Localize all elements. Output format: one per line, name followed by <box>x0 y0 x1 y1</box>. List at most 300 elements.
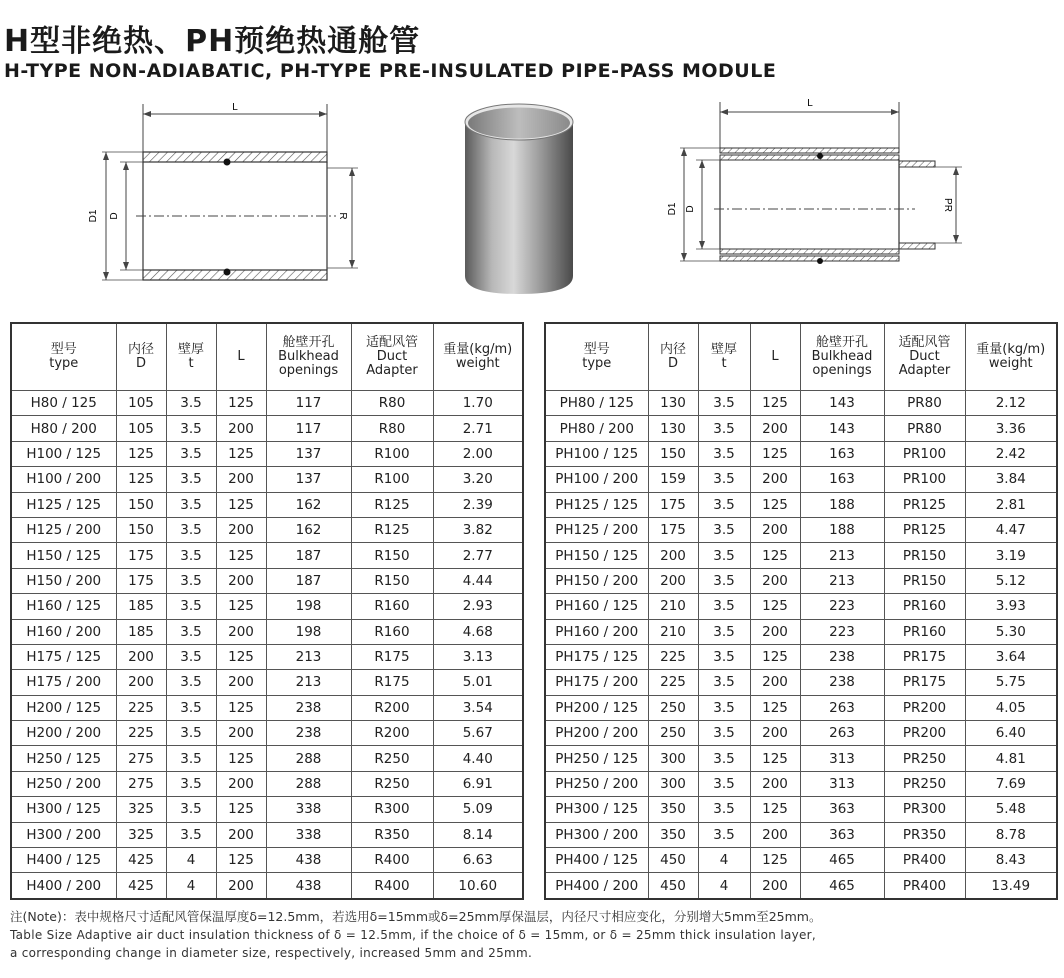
table-cell: 8.78 <box>965 822 1057 847</box>
table-cell: 2.93 <box>433 594 523 619</box>
h-type-spec-table <box>10 322 524 900</box>
dim-r-label: R <box>337 212 348 220</box>
ph-type-section-drawing <box>667 90 970 290</box>
table-cell: 4.68 <box>433 619 523 644</box>
table-cell: 3.5 <box>698 467 750 492</box>
table-cell: 3.5 <box>698 416 750 441</box>
table-row <box>545 492 1057 517</box>
table-cell: 200 <box>750 467 800 492</box>
table-row <box>545 695 1057 720</box>
table-cell: 163 <box>800 467 884 492</box>
table-cell: PR400 <box>884 873 965 899</box>
table-cell: 3.5 <box>166 695 216 720</box>
table-cell: 288 <box>266 746 351 771</box>
table-cell: PR250 <box>884 771 965 796</box>
table-cell: PH175 / 200 <box>545 670 648 695</box>
table-cell: 187 <box>266 543 351 568</box>
table-cell: 125 <box>216 543 266 568</box>
table-cell: 3.82 <box>433 517 523 542</box>
table-cell: PH100 / 200 <box>545 467 648 492</box>
table-cell: 300 <box>648 771 698 796</box>
table-cell: 6.91 <box>433 771 523 796</box>
note-en-line1: Table Size Adaptive air duct insulation thickness of δ = 12.5mm, if the choice of δ = 15mm, or δ = 25mm thick insulation layer, <box>10 928 817 942</box>
table-cell: 200 <box>216 822 266 847</box>
table-cell: 105 <box>116 416 166 441</box>
table-row <box>545 517 1057 542</box>
table-cell: 3.5 <box>698 517 750 542</box>
table-row <box>545 670 1057 695</box>
table-cell: 3.5 <box>166 492 216 517</box>
table-cell: 125 <box>750 746 800 771</box>
table-cell: 3.13 <box>433 644 523 669</box>
dim-l-label: L <box>807 98 813 109</box>
table-cell: 175 <box>648 517 698 542</box>
table-cell: 210 <box>648 594 698 619</box>
table-cell: 5.75 <box>965 670 1057 695</box>
table-row <box>11 517 523 542</box>
table-cell: 125 <box>216 797 266 822</box>
table-cell: 3.5 <box>166 670 216 695</box>
table-cell: PR80 <box>884 416 965 441</box>
table-cell: 313 <box>800 746 884 771</box>
table-cell: 338 <box>266 797 351 822</box>
table-cell: H100 / 125 <box>11 441 116 466</box>
table-cell: PR100 <box>884 467 965 492</box>
table-row <box>11 822 523 847</box>
table-cell: 3.93 <box>965 594 1057 619</box>
table-row <box>545 822 1057 847</box>
table-cell: 130 <box>648 391 698 416</box>
ph-type-spec-table <box>544 322 1058 900</box>
table-cell: H400 / 200 <box>11 873 116 899</box>
table-cell: H160 / 125 <box>11 594 116 619</box>
table-header-row <box>11 323 523 391</box>
table-cell: 213 <box>800 543 884 568</box>
column-header: 适配风管 Duct Adapter <box>351 323 433 391</box>
table-row <box>11 416 523 441</box>
table-cell: 137 <box>266 467 351 492</box>
dim-pr-label: PR <box>942 198 953 212</box>
table-cell: 238 <box>800 670 884 695</box>
table-row <box>545 797 1057 822</box>
table-cell: R350 <box>351 822 433 847</box>
table-cell: H100 / 200 <box>11 467 116 492</box>
table-cell: 162 <box>266 517 351 542</box>
table-row <box>545 848 1057 873</box>
table-cell: 198 <box>266 619 351 644</box>
table-cell: 188 <box>800 492 884 517</box>
column-header: 壁厚 t <box>166 323 216 391</box>
note-cn: 注(Note)：表中规格尺寸适配风管保温厚度δ=12.5mm，若选用δ=15mm或δ=25mm厚保温层，内径尺寸相应变化，分别增大5mm至25mm。 <box>10 909 822 924</box>
table-note <box>10 908 1064 962</box>
table-cell: R400 <box>351 848 433 873</box>
table-cell: 125 <box>216 594 266 619</box>
table-cell: 125 <box>750 848 800 873</box>
table-cell: 5.30 <box>965 619 1057 644</box>
column-header: 内径 D <box>116 323 166 391</box>
table-cell: H250 / 200 <box>11 771 116 796</box>
table-row <box>11 391 523 416</box>
table-cell: 175 <box>116 568 166 593</box>
table-cell: 4 <box>698 873 750 899</box>
table-cell: R80 <box>351 391 433 416</box>
table-cell: 185 <box>116 619 166 644</box>
table-cell: PH125 / 200 <box>545 517 648 542</box>
table-cell: 143 <box>800 391 884 416</box>
table-row <box>11 594 523 619</box>
table-cell: 313 <box>800 771 884 796</box>
table-cell: 143 <box>800 416 884 441</box>
table-cell: R160 <box>351 594 433 619</box>
table-cell: 5.12 <box>965 568 1057 593</box>
table-cell: 125 <box>750 543 800 568</box>
table-cell: 200 <box>750 568 800 593</box>
table-row <box>11 644 523 669</box>
table-cell: PH150 / 125 <box>545 543 648 568</box>
table-cell: 350 <box>648 797 698 822</box>
table-cell: 250 <box>648 695 698 720</box>
table-cell: 213 <box>266 670 351 695</box>
table-row <box>545 441 1057 466</box>
table-cell: 163 <box>800 441 884 466</box>
table-cell: 250 <box>648 721 698 746</box>
table-cell: 7.69 <box>965 771 1057 796</box>
table-cell: PR125 <box>884 517 965 542</box>
table-cell: 162 <box>266 492 351 517</box>
table-cell: 4.47 <box>965 517 1057 542</box>
table-cell: 137 <box>266 441 351 466</box>
table-cell: 2.00 <box>433 441 523 466</box>
table-cell: 3.36 <box>965 416 1057 441</box>
column-header: 适配风管 Duct Adapter <box>884 323 965 391</box>
table-cell: R125 <box>351 492 433 517</box>
table-row <box>545 391 1057 416</box>
table-cell: 200 <box>750 771 800 796</box>
table-cell: R160 <box>351 619 433 644</box>
dim-l-label: L <box>232 102 238 113</box>
h-type-section-drawing <box>88 96 366 296</box>
table-cell: PR175 <box>884 670 965 695</box>
table-cell: 213 <box>266 644 351 669</box>
table-cell: 6.63 <box>433 848 523 873</box>
table-cell: 125 <box>750 391 800 416</box>
weld-dot-bottom <box>224 269 231 276</box>
table-cell: 3.5 <box>698 771 750 796</box>
table-cell: 150 <box>116 517 166 542</box>
table-cell: PH200 / 125 <box>545 695 648 720</box>
table-cell: 125 <box>216 695 266 720</box>
table-cell: PR200 <box>884 695 965 720</box>
table-cell: 125 <box>116 467 166 492</box>
table-cell: 200 <box>648 568 698 593</box>
table-cell: 3.19 <box>965 543 1057 568</box>
table-cell: 200 <box>216 721 266 746</box>
table-cell: PR80 <box>884 391 965 416</box>
table-cell: 465 <box>800 848 884 873</box>
table-cell: 125 <box>216 644 266 669</box>
table-cell: R250 <box>351 771 433 796</box>
table-row <box>545 543 1057 568</box>
table-cell: 275 <box>116 746 166 771</box>
table-cell: 8.43 <box>965 848 1057 873</box>
table-cell: 223 <box>800 619 884 644</box>
table-cell: 3.5 <box>166 822 216 847</box>
table-cell: R150 <box>351 543 433 568</box>
table-cell: 3.5 <box>698 492 750 517</box>
table-cell: H300 / 125 <box>11 797 116 822</box>
table-cell: PH250 / 125 <box>545 746 648 771</box>
table-row <box>11 721 523 746</box>
table-cell: H175 / 125 <box>11 644 116 669</box>
table-cell: 4.05 <box>965 695 1057 720</box>
table-cell: 3.5 <box>166 594 216 619</box>
table-cell: 210 <box>648 619 698 644</box>
table-cell: 200 <box>116 644 166 669</box>
table-cell: 10.60 <box>433 873 523 899</box>
table-cell: R125 <box>351 517 433 542</box>
table-cell: 3.54 <box>433 695 523 720</box>
table-cell: R175 <box>351 670 433 695</box>
dim-d1-label: D1 <box>88 209 99 223</box>
table-cell: 3.5 <box>698 822 750 847</box>
table-cell: 188 <box>800 517 884 542</box>
table-cell: 200 <box>116 670 166 695</box>
table-cell: 238 <box>800 644 884 669</box>
table-cell: 2.81 <box>965 492 1057 517</box>
table-cell: 3.20 <box>433 467 523 492</box>
table-cell: 4 <box>698 848 750 873</box>
table-cell: H300 / 200 <box>11 822 116 847</box>
note-en-line2: a corresponding change in diameter size, respectively, increased 5mm and 25mm. <box>10 946 533 960</box>
table-cell: 125 <box>750 797 800 822</box>
table-cell: R80 <box>351 416 433 441</box>
table-cell: H175 / 200 <box>11 670 116 695</box>
table-cell: 225 <box>116 695 166 720</box>
table-cell: 438 <box>266 848 351 873</box>
table-cell: 225 <box>648 670 698 695</box>
table-cell: 3.5 <box>166 517 216 542</box>
table-cell: PR160 <box>884 594 965 619</box>
table-row <box>545 594 1057 619</box>
table-cell: 187 <box>266 568 351 593</box>
table-cell: 3.5 <box>698 695 750 720</box>
table-row <box>545 873 1057 899</box>
table-cell: 425 <box>116 873 166 899</box>
table-cell: 3.5 <box>698 797 750 822</box>
table-cell: PR160 <box>884 619 965 644</box>
table-cell: 2.77 <box>433 543 523 568</box>
table-cell: PR200 <box>884 721 965 746</box>
table-cell: PR150 <box>884 568 965 593</box>
table-row <box>11 746 523 771</box>
table-cell: 105 <box>116 391 166 416</box>
table-cell: R300 <box>351 797 433 822</box>
table-cell: 125 <box>216 848 266 873</box>
table-cell: 5.01 <box>433 670 523 695</box>
column-header: 重量(kg/m) weight <box>433 323 523 391</box>
table-cell: H125 / 200 <box>11 517 116 542</box>
table-cell: 200 <box>750 670 800 695</box>
table-cell: PH175 / 125 <box>545 644 648 669</box>
table-cell: 198 <box>266 594 351 619</box>
table-cell: 3.5 <box>166 771 216 796</box>
table-cell: 5.67 <box>433 721 523 746</box>
table-cell: 3.5 <box>166 467 216 492</box>
table-cell: 6.40 <box>965 721 1057 746</box>
table-row <box>545 467 1057 492</box>
table-cell: 238 <box>266 695 351 720</box>
table-cell: 8.14 <box>433 822 523 847</box>
table-cell: 1.70 <box>433 391 523 416</box>
column-header: 型号 type <box>11 323 116 391</box>
table-row <box>11 441 523 466</box>
table-cell: 175 <box>648 492 698 517</box>
table-cell: 125 <box>216 391 266 416</box>
table-cell: 2.12 <box>965 391 1057 416</box>
table-cell: 363 <box>800 797 884 822</box>
table-cell: 125 <box>750 492 800 517</box>
table-row <box>11 695 523 720</box>
table-row <box>11 619 523 644</box>
table-cell: 3.5 <box>166 746 216 771</box>
table-cell: 200 <box>216 517 266 542</box>
table-cell: PR400 <box>884 848 965 873</box>
table-cell: 3.5 <box>698 746 750 771</box>
table-cell: 3.5 <box>698 619 750 644</box>
table-row <box>11 873 523 899</box>
table-cell: 450 <box>648 873 698 899</box>
table-cell: 130 <box>648 416 698 441</box>
table-cell: 125 <box>216 746 266 771</box>
table-cell: 3.5 <box>698 644 750 669</box>
table-cell: H200 / 200 <box>11 721 116 746</box>
table-cell: R100 <box>351 467 433 492</box>
table-cell: 200 <box>216 467 266 492</box>
table-cell: 325 <box>116 822 166 847</box>
table-cell: 200 <box>216 568 266 593</box>
table-cell: 3.5 <box>166 568 216 593</box>
table-cell: 363 <box>800 822 884 847</box>
table-cell: PH400 / 200 <box>545 873 648 899</box>
table-cell: 125 <box>116 441 166 466</box>
table-cell: H80 / 200 <box>11 416 116 441</box>
table-cell: 3.5 <box>166 391 216 416</box>
table-cell: 2.39 <box>433 492 523 517</box>
table-cell: PH80 / 200 <box>545 416 648 441</box>
page-subtitle: H-TYPE NON-ADIABATIC, PH-TYPE PRE-INSULATED PIPE-PASS MODULE <box>4 60 777 82</box>
column-header: 壁厚 t <box>698 323 750 391</box>
dim-d-label: D <box>685 205 696 213</box>
table-cell: PH200 / 200 <box>545 721 648 746</box>
table-cell: R400 <box>351 873 433 899</box>
table-row <box>11 492 523 517</box>
table-cell: 450 <box>648 848 698 873</box>
table-row <box>11 797 523 822</box>
table-cell: PH250 / 200 <box>545 771 648 796</box>
column-header: 重量(kg/m) weight <box>965 323 1057 391</box>
weld-dot-bottom <box>817 258 823 264</box>
table-row <box>545 644 1057 669</box>
table-cell: 225 <box>116 721 166 746</box>
table-cell: 350 <box>648 822 698 847</box>
table-cell: R250 <box>351 746 433 771</box>
table-cell: 200 <box>750 517 800 542</box>
table-cell: H250 / 125 <box>11 746 116 771</box>
table-cell: 3.84 <box>965 467 1057 492</box>
table-cell: PR125 <box>884 492 965 517</box>
table-cell: 5.48 <box>965 797 1057 822</box>
table-cell: PR175 <box>884 644 965 669</box>
page-title: H型非绝热、PH预绝热通舱管 <box>4 24 421 59</box>
table-row <box>11 848 523 873</box>
table-cell: R200 <box>351 721 433 746</box>
table-cell: 4 <box>166 873 216 899</box>
weld-dot-top <box>224 159 231 166</box>
table-cell: 5.09 <box>433 797 523 822</box>
table-cell: 3.5 <box>166 416 216 441</box>
table-cell: PH100 / 125 <box>545 441 648 466</box>
table-cell: 3.5 <box>166 721 216 746</box>
table-cell: H160 / 200 <box>11 619 116 644</box>
table-cell: 4.81 <box>965 746 1057 771</box>
table-cell: PR150 <box>884 543 965 568</box>
table-row <box>545 771 1057 796</box>
table-cell: 200 <box>750 822 800 847</box>
table-cell: PR300 <box>884 797 965 822</box>
table-cell: H200 / 125 <box>11 695 116 720</box>
table-row <box>11 670 523 695</box>
table-cell: 200 <box>216 416 266 441</box>
table-cell: 13.49 <box>965 873 1057 899</box>
table-cell: R200 <box>351 695 433 720</box>
table-cell: 3.5 <box>698 391 750 416</box>
table-cell: 150 <box>648 441 698 466</box>
column-header: 舱壁开孔 Bulkhead openings <box>266 323 351 391</box>
table-cell: 125 <box>216 441 266 466</box>
table-cell: 125 <box>216 492 266 517</box>
table-cell: 200 <box>216 670 266 695</box>
table-cell: PH150 / 200 <box>545 568 648 593</box>
table-cell: 175 <box>116 543 166 568</box>
table-cell: H150 / 125 <box>11 543 116 568</box>
column-header: L <box>216 323 266 391</box>
table-cell: 438 <box>266 873 351 899</box>
table-cell: 288 <box>266 771 351 796</box>
table-cell: 3.5 <box>698 721 750 746</box>
table-cell: 150 <box>116 492 166 517</box>
table-cell: 3.5 <box>698 441 750 466</box>
table-cell: 3.5 <box>166 543 216 568</box>
table-row <box>11 568 523 593</box>
table-row <box>11 543 523 568</box>
table-cell: 4 <box>166 848 216 873</box>
table-cell: 275 <box>116 771 166 796</box>
table-cell: PH125 / 125 <box>545 492 648 517</box>
table-cell: 200 <box>750 873 800 899</box>
table-cell: 425 <box>116 848 166 873</box>
table-cell: 200 <box>216 619 266 644</box>
table-cell: PR250 <box>884 746 965 771</box>
table-cell: 117 <box>266 391 351 416</box>
table-cell: 213 <box>800 568 884 593</box>
table-cell: R150 <box>351 568 433 593</box>
table-cell: 238 <box>266 721 351 746</box>
table-cell: PR350 <box>884 822 965 847</box>
table-cell: PH80 / 125 <box>545 391 648 416</box>
table-cell: H400 / 125 <box>11 848 116 873</box>
table-header-row <box>545 323 1057 391</box>
table-cell: 200 <box>750 721 800 746</box>
